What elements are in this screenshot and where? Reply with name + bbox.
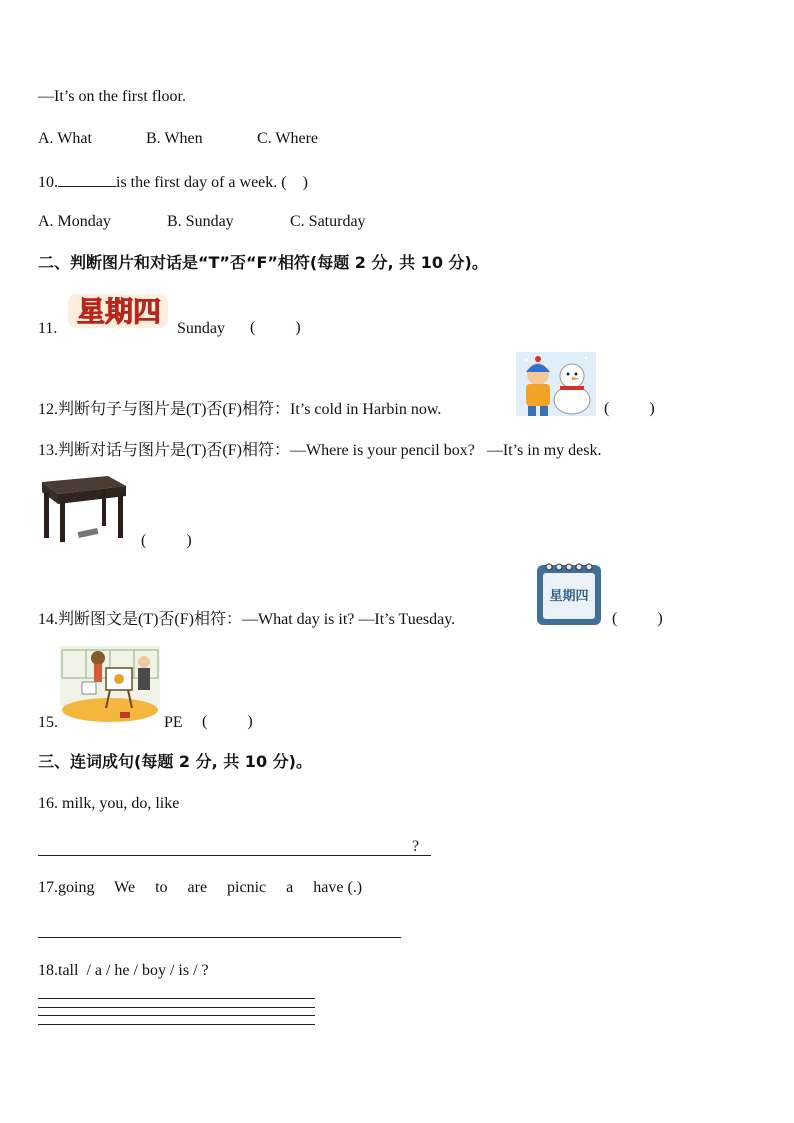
q9-option-b: B. When: [146, 130, 203, 147]
q15-answer-paren[interactable]: ( ): [202, 713, 253, 730]
q14-answer-paren[interactable]: ( ): [612, 610, 663, 627]
q10-question: [38, 171, 308, 193]
desk-picture: [38, 472, 130, 546]
q10-option-b: B. Sunday: [167, 213, 234, 230]
q10-blank[interactable]: [58, 171, 116, 187]
q9-option-c: C. Where: [257, 130, 319, 147]
q13-question: 13.判断对话与图片是(T)否(F)相符：—Where is your pencil box? —It’s in my desk.: [38, 442, 602, 459]
q18-words: 18.tall / a / he / boy / is / ?: [38, 962, 209, 979]
q10-number: 10.: [38, 174, 58, 191]
q14-question: 14.判断图文是(T)否(F)相符：—What day is it? —It’s Tuesday.: [38, 611, 456, 628]
q13-answer-paren[interactable]: ( ): [141, 532, 192, 549]
q12-question: 12.判断句子与图片是(T)否(F)相符：It’s cold in Harbin now.: [38, 401, 442, 418]
thursday-art-text: 星期四: [76, 295, 162, 328]
q18-answer-line-1[interactable]: [38, 998, 315, 999]
calendar-text: 星期四: [549, 589, 589, 604]
section3-title: 三、连词成句(每题 2 分, 共 10 分)。: [38, 752, 312, 771]
q10-option-a: A. Monday: [38, 213, 111, 230]
painting-class-picture: [60, 646, 160, 722]
q10-option-c: C. Saturday: [290, 213, 366, 230]
q18-answer-line-3[interactable]: [38, 1015, 315, 1016]
q16-answer-line[interactable]: [38, 855, 431, 856]
section2-title: 二、判断图片和对话是“T”否“F”相符(每题 2 分, 共 10 分)。: [38, 253, 488, 272]
q15-number: 15.: [38, 714, 58, 731]
q11-word: Sunday: [177, 320, 225, 337]
q17-words: 17.going We to are picnic a have (.): [38, 879, 363, 896]
q10-text: is the first day of a week. ( ): [116, 174, 308, 191]
calendar-picture: [535, 559, 603, 627]
snowman-picture: [516, 352, 596, 416]
q16-question-mark: ?: [412, 838, 420, 855]
q9-option-a: A. What: [38, 130, 92, 147]
q11-number: 11.: [38, 320, 58, 337]
q18-answer-line-4[interactable]: [38, 1024, 315, 1025]
thursday-word-art: [66, 290, 172, 332]
q12-answer-paren[interactable]: ( ): [604, 400, 655, 417]
q18-answer-line-2[interactable]: [38, 1007, 315, 1008]
q11-answer-paren[interactable]: ( ): [250, 319, 301, 336]
q15-word: PE: [164, 714, 183, 731]
q16-words: 16. milk, you, do, like: [38, 795, 180, 812]
q9-answer-line: —It’s on the first floor.: [38, 88, 186, 105]
q17-answer-line[interactable]: [38, 937, 401, 938]
